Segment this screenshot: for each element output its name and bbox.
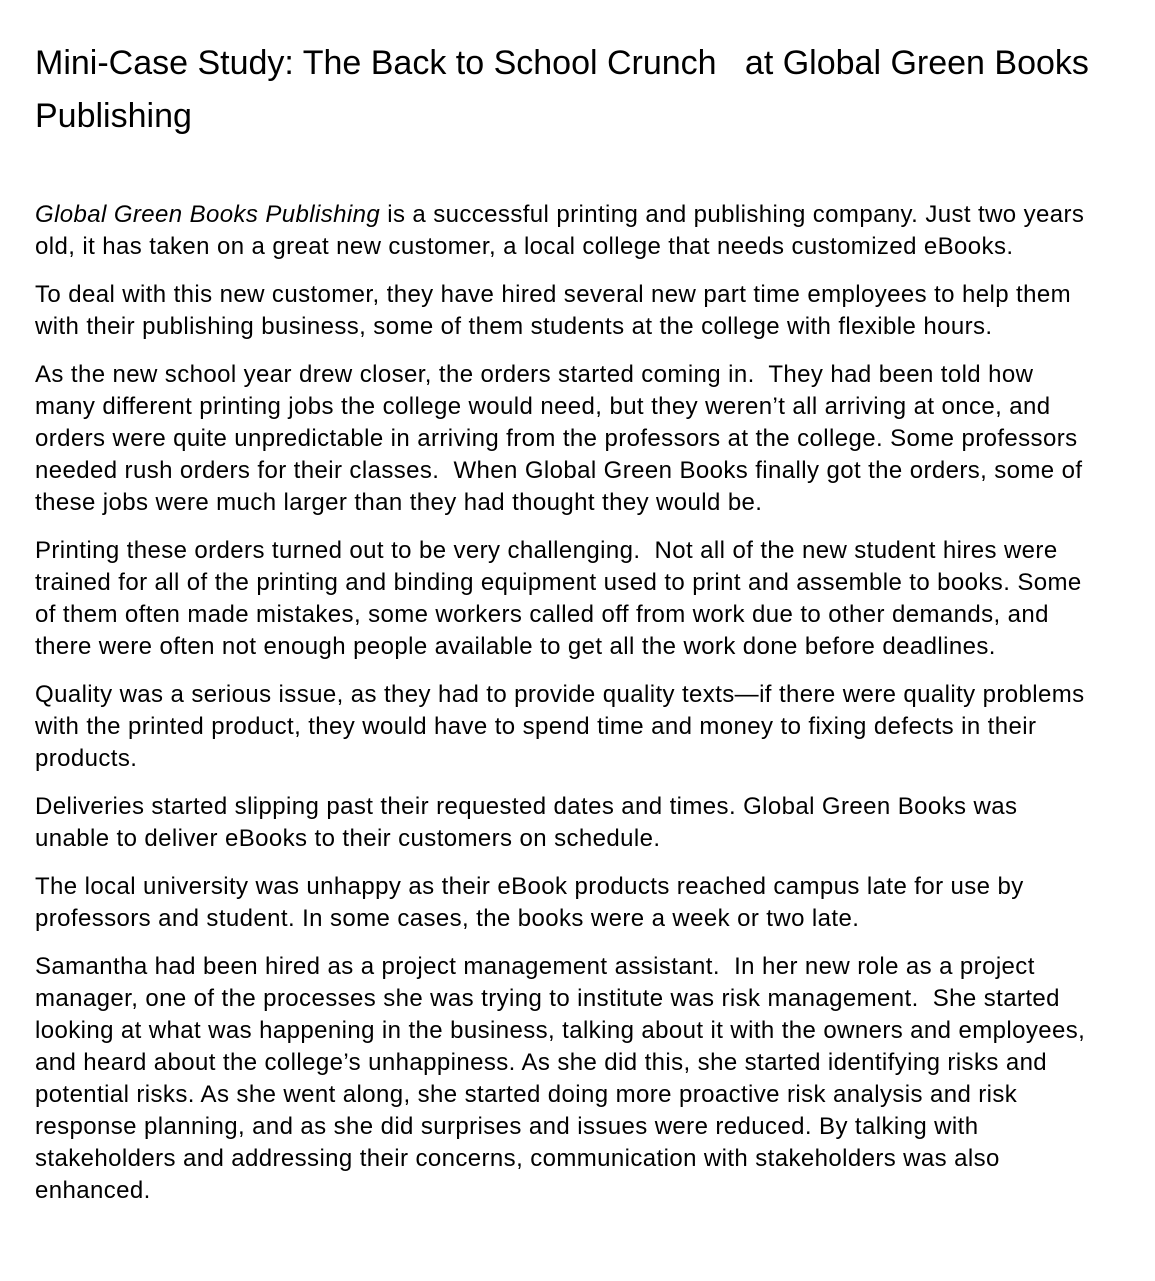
- paragraph-new-customer: [35, 279, 1093, 343]
- paragraph-university-unhappy: [35, 871, 1093, 935]
- paragraph-text: Quality was a serious issue, as they had to provide quality texts—if there were quality problems with the printed product, they would have to spend time and money to fixing defects in their products.: [35, 681, 1092, 772]
- paragraph-text: Samantha had been hired as a project management assistant. In her new role as a project manager, one of the processes she was trying to institute was risk management. She started looking at what was happening in the business, talking about it with the owners and employees, and heard about the college’s unhappiness. As she did this, she started identifying risks and potential risks. As she went along, she started doing more proactive risk analysis and risk response planning, and as she did surprises and issues were reduced. By talking with stakeholders and addressing their concerns, communication with stakeholders was also enhanced.: [35, 953, 1093, 1204]
- paragraph-samantha: [35, 951, 1093, 1207]
- paragraph-orders: [35, 359, 1093, 519]
- document-title-line-2: Publishing: [35, 97, 192, 135]
- paragraph-text: As the new school year drew closer, the orders started coming in. They had been told how many different printing jobs the college would need, but they weren’t all arriving at once, and orders were quite unpredictable in arriving from the professors at the college. Some professors needed rush orders for their classes. When Global Green Books finally got the orders, some of these jobs were much larger than they had thought they would be.: [35, 361, 1090, 516]
- company-name-italic: Global Green Books Publishing: [35, 201, 381, 228]
- paragraph-intro: [35, 199, 1093, 263]
- paragraph-text: The local university was unhappy as their eBook products reached campus late for use by professors and student. In some cases, the books were a week or two late.: [35, 873, 1031, 932]
- paragraph-deliveries: [35, 791, 1093, 855]
- paragraph-text: Printing these orders turned out to be very challenging. Not all of the new student hires were trained for all of the printing and binding equipment used to print and assemble to books. Some of them often made mistakes, some workers called off from work due to other demands, and there were often not enough people available to get all the work done before deadlines.: [35, 537, 1089, 660]
- paragraph-text: To deal with this new customer, they have hired several new part time employees to help them with their publishing business, some of them students at the college with flexible hours.: [35, 281, 1079, 340]
- document-title-line-1: Mini-Case Study: The Back to School Crunch at Global Green Books: [35, 44, 1089, 82]
- paragraph-quality: [35, 679, 1093, 775]
- paragraph-printing-challenges: [35, 535, 1093, 663]
- paragraph-text: is a successful printing and publishing company. Just two years old, it has taken on a great new customer, a local college that needs customized eBooks.: [35, 201, 1092, 260]
- document-title: [35, 37, 1155, 143]
- paragraph-text: Deliveries started slipping past their requested dates and times. Global Green Books was unable to deliver eBooks to their customers on schedule.: [35, 793, 1025, 852]
